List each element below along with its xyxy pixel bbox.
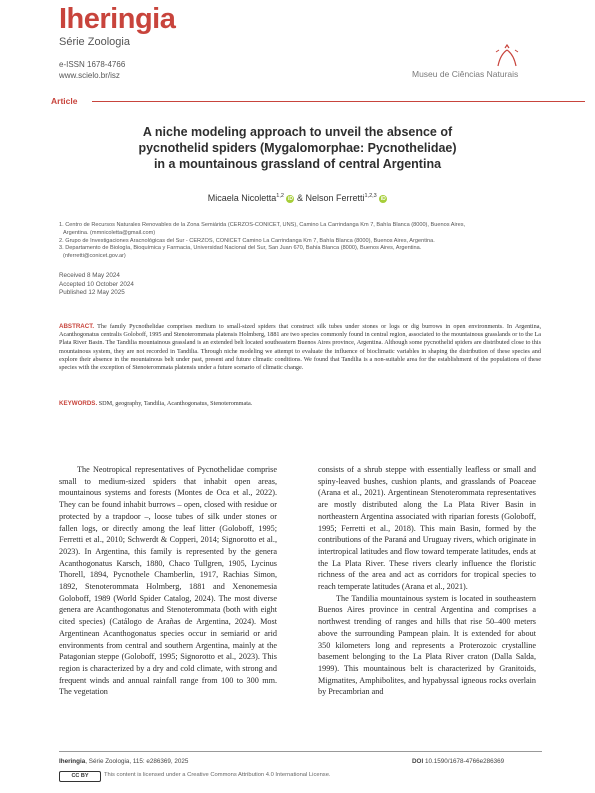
- section-divider: [92, 101, 585, 102]
- affiliation-line: 2. Grupo de Investigaciones Aracnológicas del Sur - CERZOS, CONICET Camino La Carrindanga Km 7, Bahía Blanca (8000), Buenos Aires, Argentina.: [59, 237, 435, 244]
- cc-license-icon[interactable]: CC BY: [59, 771, 101, 782]
- body-paragraph: The Tandilia mountainous system is located in southeastern Buenos Aires province in central Argentina and comprises a northwest trending of ranges and hills that rise 50–400 meters above the surrounding Pampean plain. It is extended for about 350 kilometers long and represents a Proterozoic crystalline basement belonging to the La Plata River craton (Dalla Salda, 1999). This mountainous belt is characterized by Granitoids, Migmatites, Amphibolites, and hypabyssal igneous rocks overlain by Precambrian and: [318, 593, 536, 697]
- affiliation-line: Argentina. (mmnicoletta@gmail.com): [63, 229, 156, 236]
- journal-series: Série Zoologia: [59, 36, 130, 48]
- museum-name: Museu de Ciências Naturais: [412, 69, 519, 79]
- title-line: pycnothelid spiders (Mygalomorphae: Pycnothelidae): [138, 141, 457, 155]
- accepted-date: Accepted 10 October 2024: [59, 280, 134, 288]
- author-line: [60, 193, 535, 203]
- footer-divider: [59, 751, 542, 752]
- doi-label: DOI: [412, 758, 424, 765]
- published-date: Published 12 May 2025: [59, 289, 125, 296]
- body-paragraph: The Neotropical representatives of Pycnothelidae comprise small to medium-sized spiders that inhabit open areas, mountainous systems and forests (Montes de Oca et al., 2022). They can be found inhabit burrows – open, closed with residue or protected by a trapdoor –, loose tubes of silk under stones or fallen logs, or directly among the leaf litter (Goloboff, 1995; Ferretti et al., 2010; Schwerdt & Copperi, 2014; Signorotto et al., 2023). In Argentina, this family is represented by the genera Acanthogonatus Karsch, 1880, Chaco Tullgren, 1905, Lycinus Thorell, 1894, Pycnothele Chamberlin, 1917, Rachias Simon, 1892, Stenoterommata Holmberg, 1881 and Xenonemesia Goloboff, 1989 (World Spider Catalog, 2024). The most diverse genera are Acanthogonatus and Stenoterommata (both with eight cited species) (Catálogo de Arañas de Argentina, 2024). Most Argentinean Acanthogonatus species occur in semiarid or arid environments from central and southern Argentina, mainly at the Patagonian steppe (Goloboff, 1995; Signorotto et al., 2023). This region is characterized by a dry and cold climate, with strong and frequent winds and annual rainfall range from 100 to 300 mm. The vegetation: [59, 465, 277, 697]
- footer-citation: [59, 758, 188, 765]
- author-name: Micaela Nicoletta: [207, 193, 277, 203]
- received-date: Received 8 May 2024: [59, 272, 120, 279]
- keywords: [59, 400, 541, 407]
- affiliation-line: (nferretti@conicet.gov.ar): [63, 253, 126, 260]
- affiliations: [59, 222, 539, 261]
- keywords-text: SDM, geography, Tandilia, Acanthogonatus, Stenoterommata.: [98, 400, 253, 407]
- body-column-left: [59, 464, 277, 698]
- keywords-label: KEYWORDS.: [59, 400, 98, 407]
- orcid-icon[interactable]: iD: [380, 195, 386, 202]
- title-line: in a mountainous grassland of central Argentina: [153, 157, 442, 171]
- body-column-right: [318, 464, 536, 698]
- footer-doi: [412, 758, 504, 765]
- museum-logo-icon: [494, 44, 520, 68]
- abstract-label: ABSTRACT.: [59, 323, 95, 330]
- author-affil-sup: 1,2: [276, 193, 284, 199]
- footer-journal: Iheringia: [59, 758, 86, 765]
- author-name: & Nelson Ferretti: [296, 193, 365, 203]
- abstract: [59, 323, 541, 372]
- abstract-text: The family Pycnothelidae comprises medium to small-sized spiders that construct silk tubes under stones or logs or dig burrows in open environments. In Argentina, Acanthogonatus centralis Goloboff, 1995 and Stenoterommata platensis Holmberg, 1881 are two species commonly found in central region, associated to the mountainous grasslands or to the La Plata River Basin. The Tandilia mountainous grassland is an extended belt located southeastern Buenos Aires province, Argentina. Although some pycnothelid spiders are distributed close to this mountainous system, they are not recorded in Tandilia. Through niche modeling we attempt to evaluate the influence of bioclimatic variables in shaping the distribution of these species and explore their absence in the mountainous belt under past, present and future climatic conditions. We found that Tandilia is a non-suitable area for the establishment of the populations of these species with the exception of Stenoterommata platensis under a future scenario of climatic change.: [59, 323, 542, 372]
- body-paragraph: consists of a shrub steppe with essentially leafless or small and spiny-leaved bushes, cushion plants, and grasslands of Poaceae (Arana et al., 2021). Argentinean Stenoterommata representatives are mostly distributed along the La Plata River Basin in northeastern Argentina associated with riparian forests (Goloboff, 1995; Ferretti et al., 2018). This main Basin, formed by the contributions of the Paraná and Uruguay rivers, which originate in intertropical latitudes and flow toward temperate latitudes, ends at the La Plata River. These rivers clearly influence the floristic richness of the area and act as corridors for tropical species to reach temperate latitudes (Arana et al., 2021).: [318, 465, 536, 592]
- paper-title: [60, 124, 535, 172]
- journal-title: Iheringia: [59, 3, 176, 35]
- journal-identifiers: [59, 59, 125, 81]
- section-label: Article: [51, 96, 78, 106]
- author-affil-sup: 1,2,3: [364, 193, 377, 199]
- affiliation-line: 1. Centro de Recursos Naturales Renovables de la Zona Semiárida (CERZOS-CONICET, UNS), Camino La Carrindanga Km 7, Bahía Blanca (8000), Buenos Aires,: [59, 222, 466, 228]
- eissn: e-ISSN 1678-4766: [59, 60, 126, 69]
- footer-citation-rest: , Série Zoologia, 115: e286369, 2025: [85, 758, 189, 765]
- license-text: This content is licensed under a Creative Commons Attribution 4.0 International License.: [104, 772, 331, 778]
- orcid-icon[interactable]: iD: [287, 195, 293, 202]
- title-line: A niche modeling approach to unveil the absence of: [142, 125, 453, 139]
- affiliation-line: 3. Departamento de Biología, Bioquímica y Farmacia, Universidad Nacional del Sur, San Juan 670, Bahía Blanca (8000), Buenos Aires, Argentina.: [59, 245, 422, 252]
- publication-dates: [59, 272, 134, 298]
- journal-url[interactable]: www.scielo.br/isz: [59, 71, 120, 80]
- doi-link[interactable]: 10.1590/1678-4766e286369: [424, 758, 505, 765]
